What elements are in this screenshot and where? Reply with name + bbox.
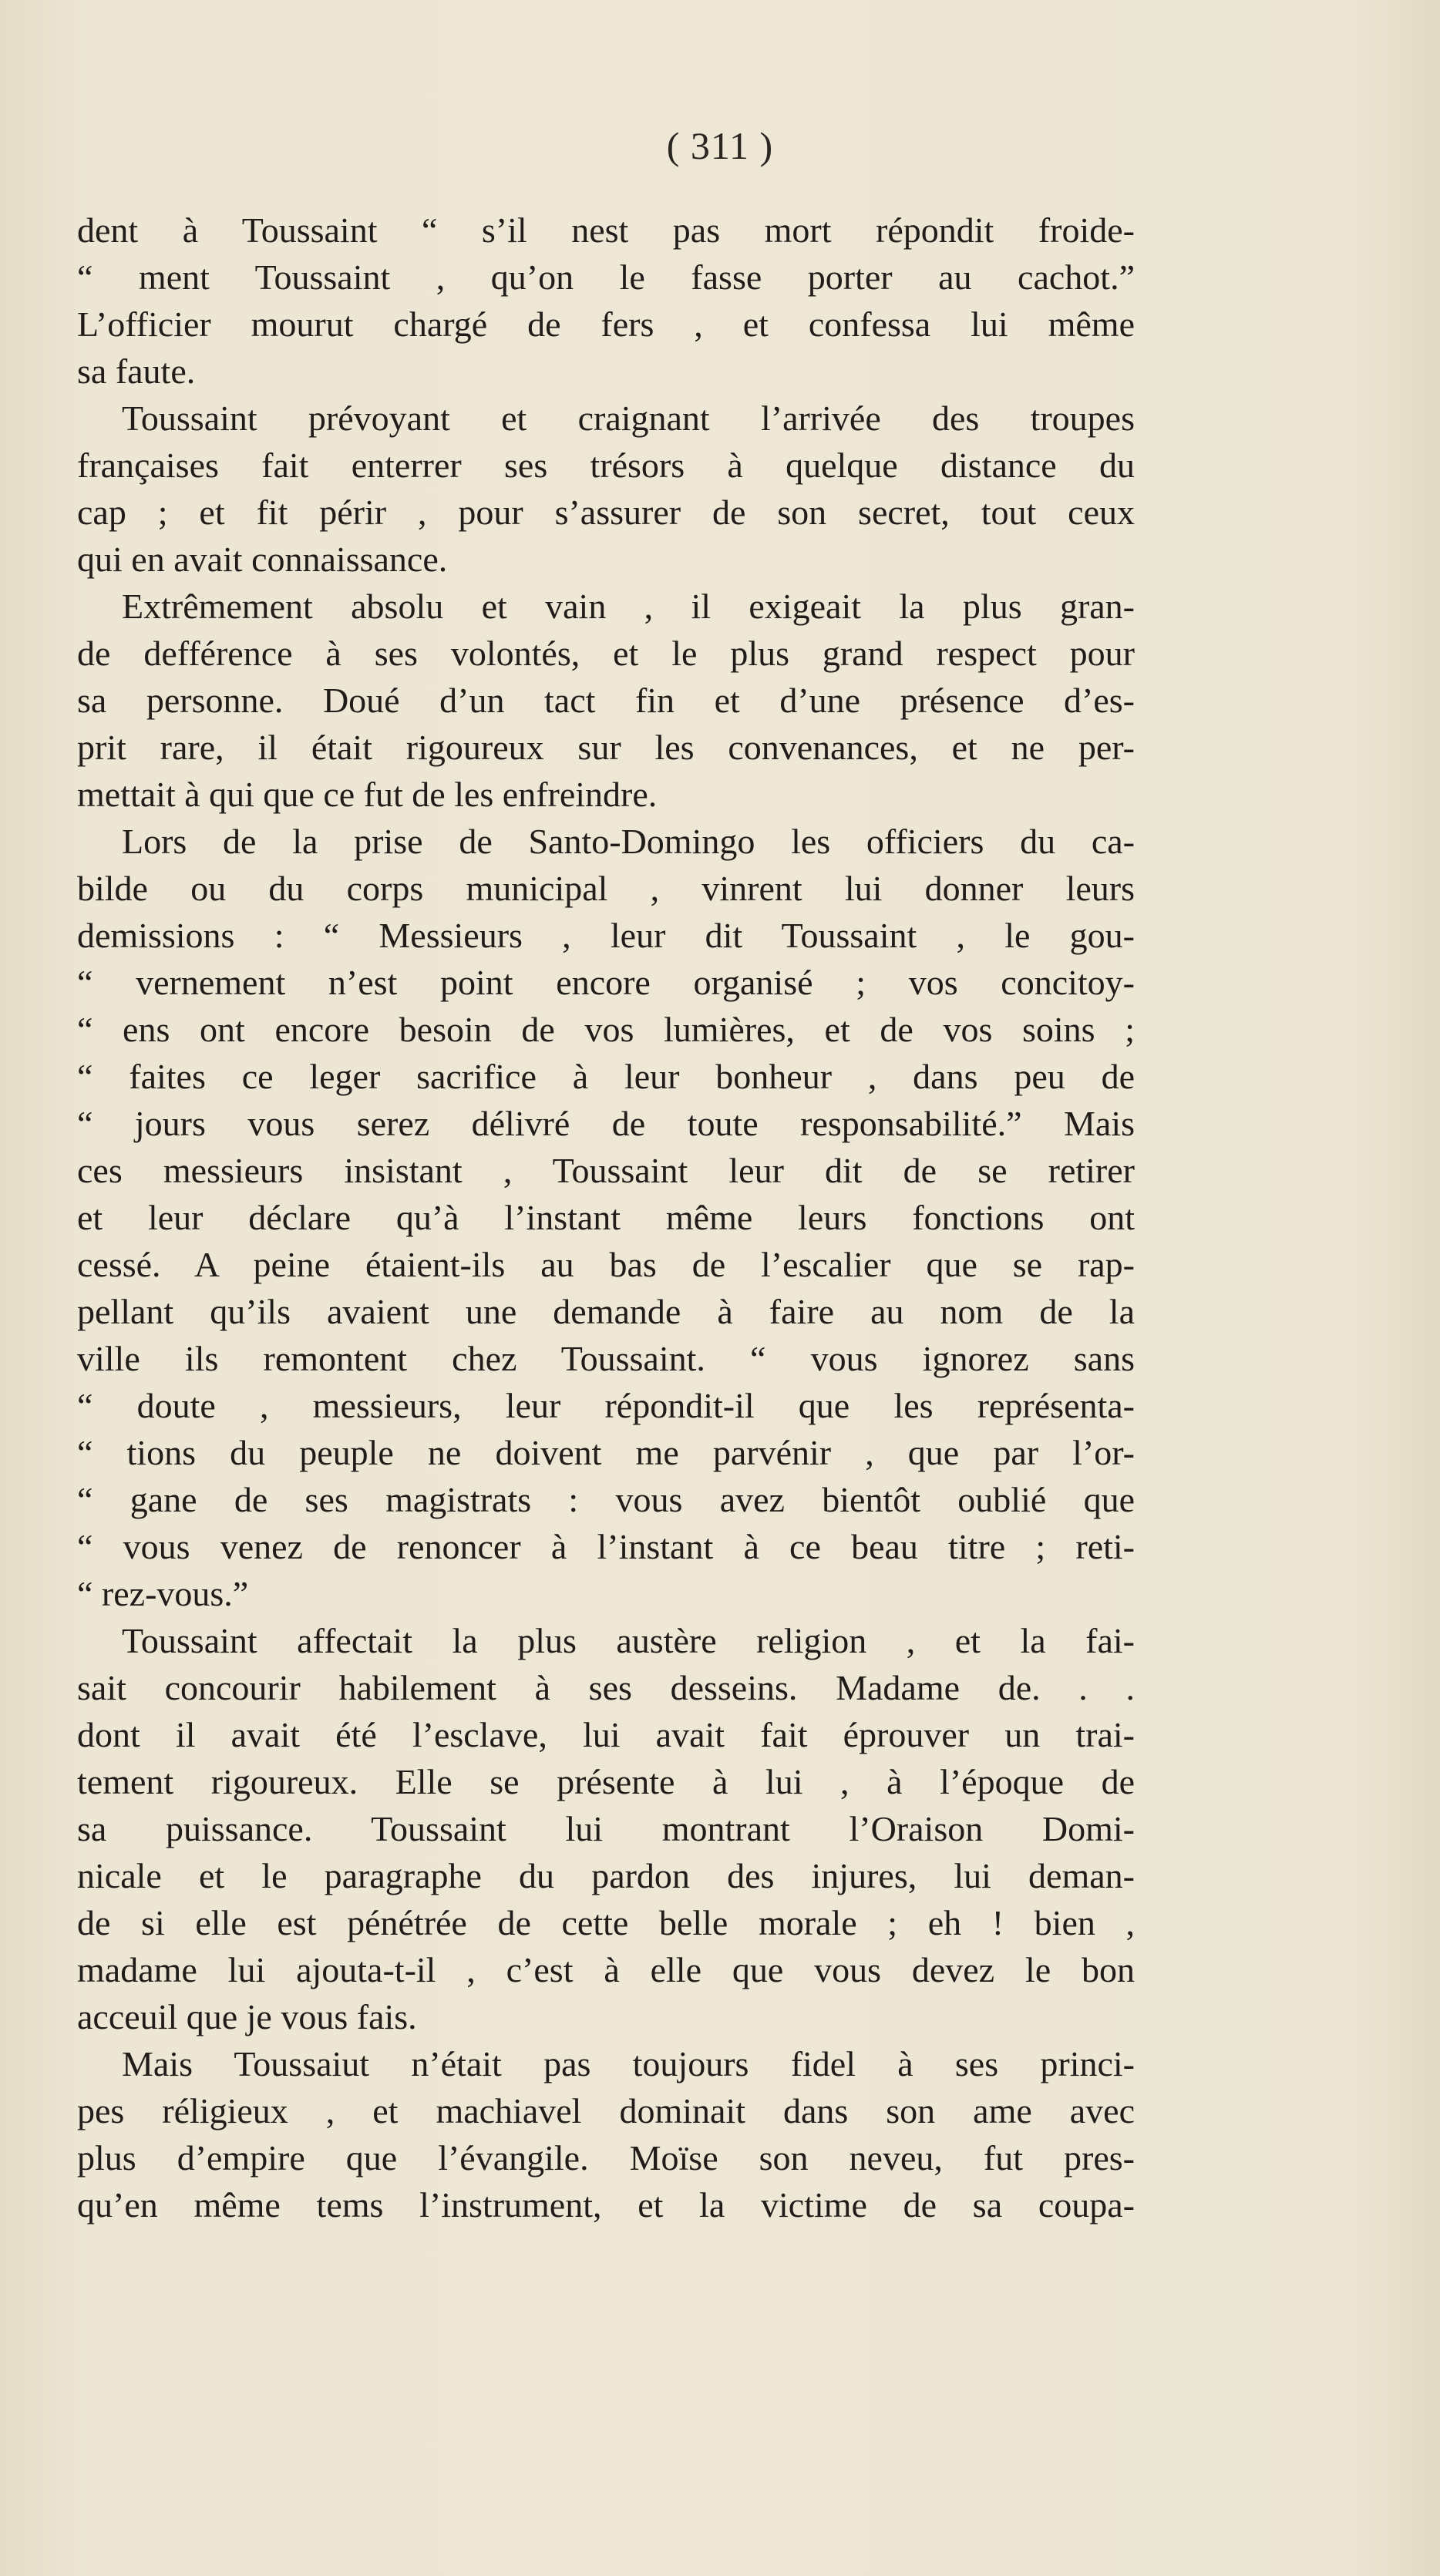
text-line: ville ils remontent chez Toussaint. “ vous ignorez sans [77,1339,1135,1378]
text-line: sa faute. [77,351,196,391]
text-line: madame lui ajouta-t-il , c’est à elle que vous devez le bon [77,1950,1135,1989]
text-line: Toussaint prévoyant et craignant l’arrivée des troupes [122,399,1135,438]
text-line: “ rez-vous.” [77,1574,249,1613]
text-line: françaises fait enterrer ses trésors à quelque distance du [77,446,1135,485]
text-line: “ vous venez de renoncer à l’instant à ce beau titre ; reti- [77,1527,1135,1566]
text-line: ces messieurs insistant , Toussaint leur dit de se retirer [77,1151,1135,1190]
text-line: mettait à qui que ce fut de les enfreindre. [77,775,658,814]
paragraph-6 [77,2040,1135,2228]
text-line: dent à Toussaint “ s’il nest pas mort répondit froide- [77,210,1135,250]
text-line: Mais Toussaiut n’était pas toujours fidel à ses princi- [122,2044,1135,2083]
text-line: pellant qu’ils avaient une demande à faire au nom de la [77,1292,1135,1331]
text-line: acceuil que je vous fais. [77,1997,417,2036]
text-line: tement rigoureux. Elle se présente à lui , à l’époque de [77,1762,1135,1801]
paragraph-4 [77,818,1135,1617]
text-line: plus d’empire que l’évangile. Moïse son neveu, fut pres- [77,2138,1135,2177]
text-line: cessé. A peine étaient-ils au bas de l’escalier que se rap- [77,1245,1135,1284]
text-line: “ vernement n’est point encore organisé ; vos concitoy- [77,963,1135,1002]
text-line: Lors de la prise de Santo-Domingo les officiers du ca- [122,822,1135,861]
text-line: cap ; et fit périr , pour s’assurer de son secret, tout ceux [77,493,1135,532]
text-line: Toussaint affectait la plus austère religion , et la fai- [122,1621,1135,1660]
page-number: ( 311 ) [666,124,774,167]
text-line: L’officier mourut chargé de fers , et confessa lui même [77,304,1135,344]
text-line: sait concourir habilement à ses desseins. Madame de. . . [77,1668,1135,1707]
text-line: et leur déclare qu’à l’instant même leurs fonctions ont [77,1198,1135,1237]
paragraph-5 [77,1617,1135,2040]
text-line: “ jours vous serez délivré de toute responsabilité.” Mais [77,1104,1135,1143]
text-line: qu’en même tems l’instrument, et la victime de sa coupa- [77,2185,1135,2225]
text-line: pes réligieux , et machiavel dominait dans son ame avec [77,2091,1135,2130]
text-line: “ doute , messieurs, leur répondit-il que les représenta- [77,1386,1135,1425]
paragraph-3 [77,583,1135,818]
text-line: nicale et le paragraphe du pardon des injures, lui deman- [77,1856,1135,1895]
paragraph-2 [77,395,1135,583]
text-line: “ ment Toussaint , qu’on le fasse porter au cachot.” [77,257,1135,297]
text-line: dont il avait été l’esclave, lui avait fait éprouver un trai- [77,1715,1135,1754]
text-line: “ ens ont encore besoin de vos lumières, et de vos soins ; [77,1010,1135,1049]
text-line: qui en avait connaissance. [77,540,448,579]
text-line: demissions : “ Messieurs , leur dit Toussaint , le gou- [77,916,1135,955]
text-line: bilde ou du corps municipal , vinrent lui donner leurs [77,869,1135,908]
text-line: sa puissance. Toussaint lui montrant l’Oraison Domi- [77,1809,1135,1848]
text-line: “ faites ce leger sacrifice à leur bonheur , dans peu de [77,1057,1135,1096]
text-line: Extrêmement absolu et vain , il exigeait la plus gran- [122,587,1135,626]
text-line: prit rare, il était rigoureux sur les convenances, et ne per- [77,728,1135,767]
text-line: de si elle est pénétrée de cette belle morale ; eh ! bien , [77,1903,1135,1942]
text-line: “ gane de ses magistrats : vous avez bientôt oublié que [77,1480,1135,1519]
paragraph-1 [77,207,1135,395]
text-line: “ tions du peuple ne doivent me parvénir , que par l’or- [77,1433,1135,1472]
body-text [77,207,1135,2228]
text-line: sa personne. Doué d’un tact fin et d’une présence d’es- [77,681,1135,720]
text-line: de defférence à ses volontés, et le plus grand respect pour [77,634,1135,673]
